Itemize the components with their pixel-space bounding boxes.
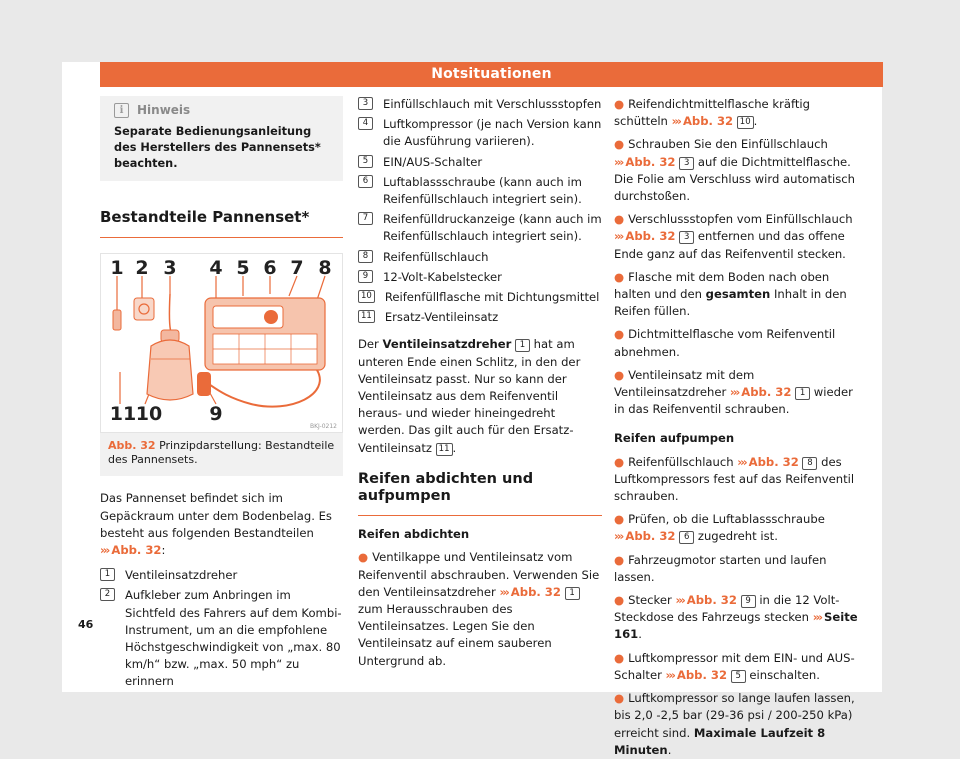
callout-7: 7 <box>290 257 304 280</box>
step-text: entfernen und das offene Ende ganz auf das Reifenventil stecken. <box>614 229 846 261</box>
step-text: des Luftkompressors fest auf das Reifenventil schrauben. <box>614 454 855 504</box>
section-title-components: Bestandteile Pannenset* <box>100 209 343 238</box>
step-text: Stecker <box>628 593 672 608</box>
item-number-badge: 8 <box>358 250 373 263</box>
bullet-icon: ● <box>358 550 369 565</box>
column-right <box>614 96 859 759</box>
step-text: auf die Dichtmittelflasche. Die Folie am Verschluss wird automatisch durchstoßen. <box>614 154 856 204</box>
bullet-icon: ● <box>614 650 625 665</box>
ref-arrow: ››› <box>614 229 623 244</box>
step-text: . <box>638 627 642 642</box>
step-text: Reifenfüllschlauch <box>628 454 734 469</box>
step-item <box>614 690 859 759</box>
item-number-badge: 9 <box>358 270 373 283</box>
list-item <box>358 211 602 245</box>
figure-ref-link[interactable]: Abb. 32 <box>682 114 734 129</box>
ref-arrow: ››› <box>614 154 623 169</box>
tire-repair-kit-illustration <box>101 254 342 432</box>
step-text: wieder in das Reifenventil schrauben. <box>614 385 853 417</box>
list-item <box>358 269 602 286</box>
step-text: Ventileinsatz mit dem Ventileinsatzdreher <box>614 367 755 400</box>
list-item-text: Reifenfüllflasche mit Dichtungsmittel <box>384 290 600 305</box>
component-list-part1 <box>100 567 343 690</box>
item-number-badge: 1 <box>565 587 580 600</box>
item-number-badge: 4 <box>358 117 373 130</box>
step-text: Ventilkappe und Ventileinsatz vom Reifenventil abschrauben. Verwenden Sie den Ventileinsatzdreher <box>358 550 600 599</box>
item-number-badge: 11 <box>436 443 453 456</box>
ref-arrow: ››› <box>499 584 508 599</box>
callout-10: 10 <box>135 403 163 426</box>
note-title: Hinweis <box>137 103 191 117</box>
bullet-icon: ● <box>614 512 625 527</box>
step-item <box>358 549 602 669</box>
item-number-badge: 8 <box>802 457 817 470</box>
item-number-badge: 3 <box>679 231 694 244</box>
step-emphasis: gesamten <box>705 287 771 302</box>
bullet-icon: ● <box>614 454 625 469</box>
ref-arrow: ››› <box>729 385 739 400</box>
item-number-badge: 7 <box>358 212 373 225</box>
page-ref-link[interactable]: Seite 161 <box>614 610 858 642</box>
list-item <box>358 96 602 113</box>
step-item <box>614 96 859 130</box>
list-item <box>100 567 343 584</box>
subheading-seal: Reifen abdichten <box>358 527 470 542</box>
figure-ref-link[interactable]: Abb. 32 <box>625 229 676 244</box>
step-emphasis: Maximale Laufzeit 8 Minuten <box>614 725 826 757</box>
callout-5: 5 <box>236 257 250 280</box>
list-item-text: Reifenfülldruckanzeige (kann auch im Reifenfüllschlauch integriert sein). <box>383 212 602 244</box>
note-header <box>114 102 333 119</box>
item-number-badge: 11 <box>358 310 375 323</box>
item-number-badge: 6 <box>358 175 373 188</box>
list-item <box>358 249 602 266</box>
item-number-badge: 1 <box>515 339 530 352</box>
step-item <box>614 269 859 321</box>
step-text: Luftkompressor mit dem EIN- und AUS-Schalter <box>614 650 855 682</box>
item-number-badge: 10 <box>358 290 375 303</box>
step-item <box>614 454 859 506</box>
list-item-text: Aufkleber zum Anbringen im Sichtfeld des Fahrers auf dem Kombi-Instrument, um an die empfohlene Höchstgeschwindigkeit von „max. 80 km/h“ bzw. „max. 50 mph“ zu erinnern <box>125 588 342 689</box>
page-number: 46 <box>78 618 94 631</box>
list-item-text: Ersatz-Ventileinsatz <box>384 310 499 325</box>
step-item <box>614 650 859 684</box>
figure-ref-link[interactable]: Abb. 32 <box>510 584 561 599</box>
step-item <box>614 136 859 205</box>
step-item <box>614 211 859 263</box>
figure-ref-link[interactable]: Abb. 32 <box>748 454 799 469</box>
valve-text: Der <box>358 337 379 352</box>
note-text: Separate Bedienungsanleitung des Herstellers des Pannensets* beachten. <box>114 125 321 171</box>
figure-ref-link[interactable]: Abb. 32 <box>111 543 162 558</box>
step-text: Fahrzeugmotor starten und laufen lassen. <box>614 552 827 584</box>
callout-11: 11 <box>109 403 137 426</box>
figure-caption <box>100 433 343 467</box>
bullet-icon: ● <box>614 367 625 382</box>
figure-ref-link[interactable]: Abb. 32 <box>625 154 676 169</box>
bullet-icon: ● <box>614 593 625 608</box>
list-item-text: 12-Volt-Kabelstecker <box>383 269 502 284</box>
ref-arrow: ››› <box>675 593 684 608</box>
step-text: zum Herausschrauben des Ventileinsatzes. Legen Sie den Ventileinsatz auf einem sauberen Untergrund ab. <box>358 602 552 668</box>
callout-1: 1 <box>110 257 124 280</box>
item-number-badge: 5 <box>731 670 746 683</box>
ref-arrow: ››› <box>671 114 680 129</box>
callout-2: 2 <box>135 257 149 280</box>
info-icon: i <box>114 103 129 118</box>
callout-4: 4 <box>209 257 223 280</box>
step-item <box>614 552 859 586</box>
item-number-badge: 1 <box>100 568 115 581</box>
figure-caption-text: Prinzipdarstellung: Bestandteile des Pannensets. <box>108 439 335 467</box>
list-item-text: Einfüllschlauch mit Verschlussstopfen <box>383 97 602 111</box>
item-number-badge: 1 <box>795 387 810 400</box>
component-list-part2 <box>358 96 602 326</box>
item-number-badge: 10 <box>737 116 754 129</box>
figure-illustration <box>100 253 343 433</box>
figure-label: Abb. 32 <box>108 439 156 453</box>
valve-tool-term: Ventileinsatzdreher <box>382 337 512 352</box>
ref-arrow: ››› <box>665 667 674 682</box>
intro-paragraph <box>100 490 343 559</box>
item-number-badge: 5 <box>358 155 373 168</box>
step-text: einschalten. <box>749 667 820 682</box>
list-item-text: EIN/AUS-Schalter <box>383 154 483 169</box>
ref-arrow: ››› <box>737 454 746 469</box>
list-item-text: Ventileinsatzdreher <box>125 568 238 583</box>
step-text: Verschlussstopfen vom Einfüllschlauch <box>628 212 853 227</box>
step-text: Flasche mit dem Boden nach oben halten und den <box>614 269 830 302</box>
step-text: Reifendichtmittelflasche kräftig schütteln <box>614 97 810 129</box>
callout-9: 9 <box>209 403 223 426</box>
step-text: Schrauben Sie den Einfüllschlauch <box>628 137 828 152</box>
valve-text: . <box>452 440 457 455</box>
list-item-text: Reifenfüllschlauch <box>383 249 489 264</box>
list-item <box>358 289 602 306</box>
valve-tool-paragraph <box>358 336 602 456</box>
bullet-icon: ● <box>614 137 625 152</box>
step-text: Inhalt in den Reifen füllen. <box>614 287 847 319</box>
item-number-badge: 3 <box>679 157 694 170</box>
item-number-badge: 6 <box>679 531 694 544</box>
item-number-badge: 9 <box>741 595 756 608</box>
item-number-badge: 2 <box>100 588 115 601</box>
list-item <box>358 309 602 326</box>
step-text: Luftkompressor so lange laufen lassen, bis 2,0 -2,5 bar (29-36 psi / 200-250 kPa) erreicht sind. <box>614 691 855 740</box>
figure-ref-link[interactable]: Abb. 32 <box>686 593 737 608</box>
list-item <box>358 116 602 150</box>
bullet-icon: ● <box>614 97 625 111</box>
column-left <box>100 96 343 694</box>
list-item-text: Luftkompressor (je nach Version kann die Ausführung variieren). <box>383 117 602 149</box>
callout-6: 6 <box>263 257 277 280</box>
step-text: Dichtmittelflasche vom Reifenventil abnehmen. <box>614 327 836 359</box>
list-item-text: Luftablassschraube (kann auch im Reifenfüllschlauch integriert sein). <box>383 174 582 207</box>
list-item <box>358 174 602 208</box>
bullet-icon: ● <box>614 552 625 567</box>
figure-ref-link[interactable]: Abb. 32 <box>676 667 728 682</box>
callout-8: 8 <box>318 257 332 280</box>
step-text: . <box>667 742 672 757</box>
list-item <box>100 587 343 690</box>
figure-32 <box>100 253 343 476</box>
bullet-icon: ● <box>614 269 625 284</box>
step-item <box>614 511 859 545</box>
figure-code: BKJ-0212 <box>309 423 337 431</box>
step-item <box>614 367 859 419</box>
item-number-badge: 3 <box>358 97 373 110</box>
list-item <box>358 154 602 171</box>
note-box <box>100 96 343 181</box>
step-text: . <box>753 114 758 129</box>
bullet-icon: ● <box>614 327 625 342</box>
ref-arrow: ››› <box>614 529 623 544</box>
column-middle <box>358 96 602 670</box>
step-item <box>614 592 859 644</box>
step-text: Prüfen, ob die Luftablassschraube <box>628 512 825 527</box>
intro-colon: : <box>161 543 166 558</box>
section-header-band: Notsituationen <box>100 62 883 87</box>
intro-text: Das Pannenset befindet sich im Gepäckraum unter dem Bodenbelag. Es besteht aus folgenden Bestandteilen <box>100 491 332 540</box>
ref-arrow: ››› <box>812 610 822 625</box>
step-item <box>614 326 859 360</box>
valve-text: hat am unteren Ende einen Schlitz, in den der Ventileinsatz passt. Nur so kann der Ventileinsatz aus dem Reifenventil heraus- und wieder hineingedreht werden. Das gilt auch für den Ersatz-Ventileinsatz <box>358 337 581 455</box>
figure-ref-link[interactable]: Abb. 32 <box>625 529 676 544</box>
figure-ref-link[interactable]: Abb. 32 <box>741 385 792 400</box>
bullet-icon: ● <box>614 212 625 227</box>
step-text: in die 12 Volt-Steckdose des Fahrzeugs stecken <box>614 593 840 625</box>
section-title-seal: Reifen abdichten und aufpumpen <box>358 471 602 516</box>
ref-arrow: ››› <box>100 543 109 558</box>
step-text: zugedreht ist. <box>697 529 778 544</box>
bullet-icon: ● <box>614 691 625 706</box>
subheading-inflate: Reifen aufpumpen <box>614 431 735 446</box>
callout-3: 3 <box>163 257 177 280</box>
